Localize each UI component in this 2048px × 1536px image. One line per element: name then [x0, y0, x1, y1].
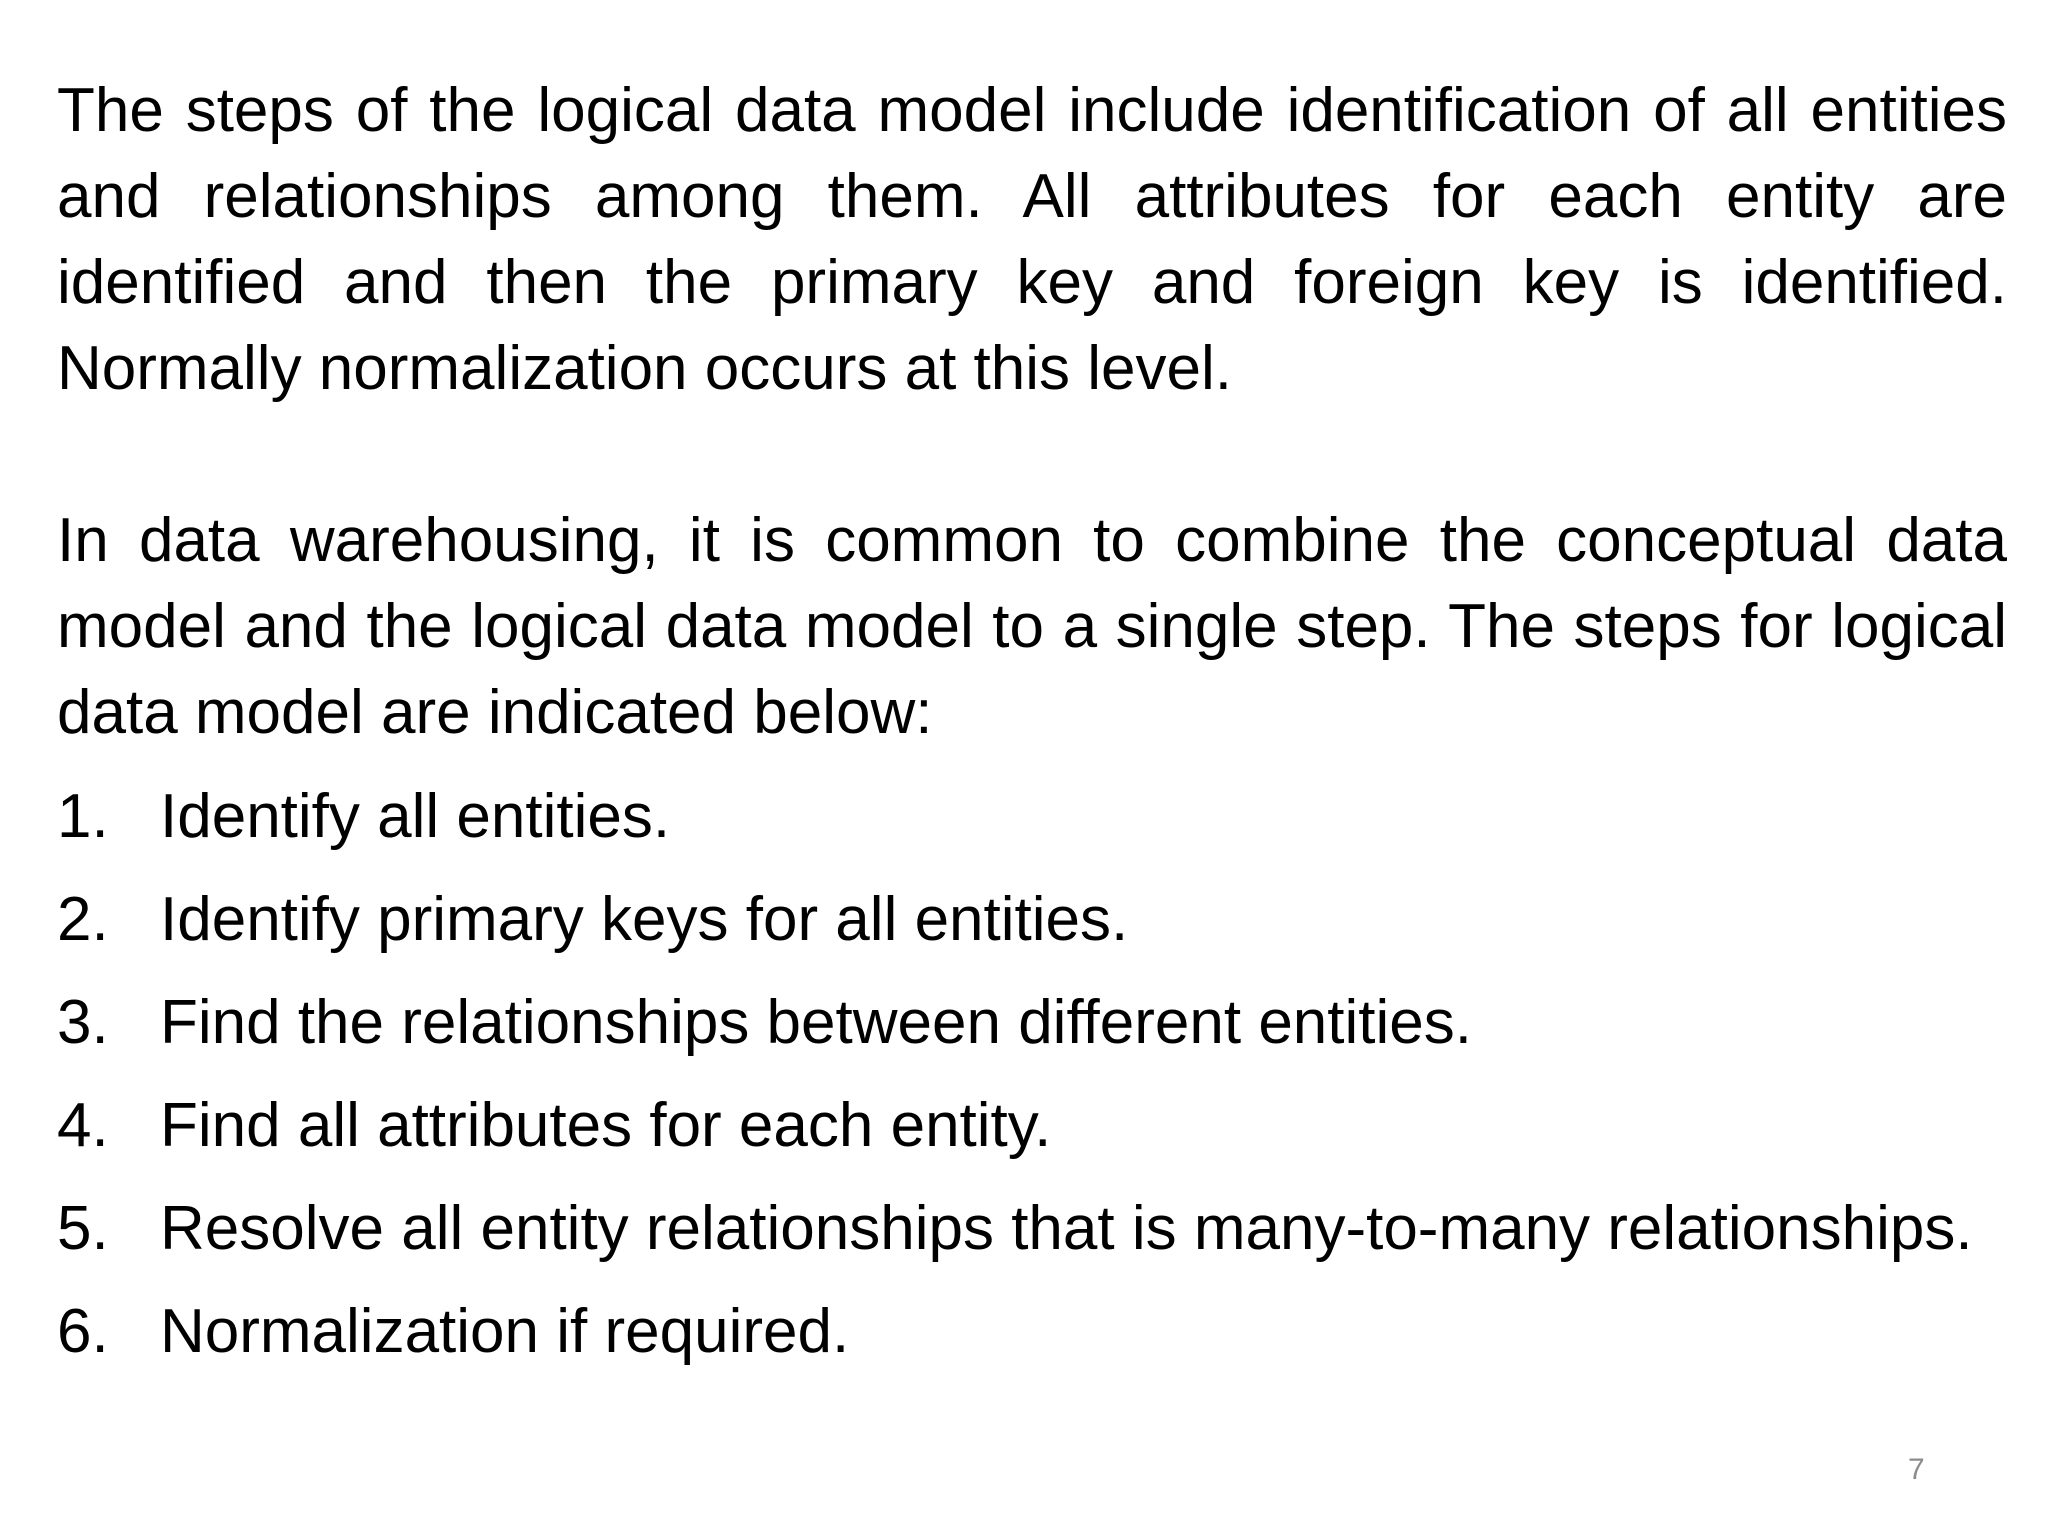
list-item: [57, 1289, 2007, 1375]
step-text: Find all attributes for each entity.: [160, 1091, 1052, 1160]
warehousing-paragraph: In data warehousing, it is common to combine the conceptual data model and the logical data model to a single step. The steps for logical data model are indicated below:: [57, 506, 2007, 747]
list-item: [57, 877, 2007, 963]
step-text: Identify all entities.: [160, 782, 671, 851]
step-number: 4.: [57, 1091, 109, 1160]
step-text: Resolve all entity relationships that is many-to-many relationships.: [160, 1194, 1973, 1263]
intro-paragraph: The steps of the logical data model include identification of all entities and relationships among them. All attributes for each entity are identified and then the primary key and foreign key is identified. Normally normalization occurs at this level.: [57, 76, 2007, 403]
slide-content: [57, 68, 2007, 1392]
step-text: Identify primary keys for all entities.: [160, 885, 1129, 954]
step-text: Find the relationships between different entities.: [160, 988, 1472, 1057]
step-number: 6.: [57, 1297, 109, 1366]
step-number: 1.: [57, 782, 109, 851]
page-number: 7: [1908, 1453, 1925, 1486]
list-item: [57, 774, 2007, 860]
step-number: 5.: [57, 1194, 109, 1263]
list-item: [57, 1186, 2007, 1272]
step-number: 2.: [57, 885, 109, 954]
step-text: Normalization if required.: [160, 1297, 850, 1366]
steps-list: [57, 774, 2007, 1375]
list-item: [57, 980, 2007, 1066]
list-item: [57, 1083, 2007, 1169]
step-number: 3.: [57, 988, 109, 1057]
